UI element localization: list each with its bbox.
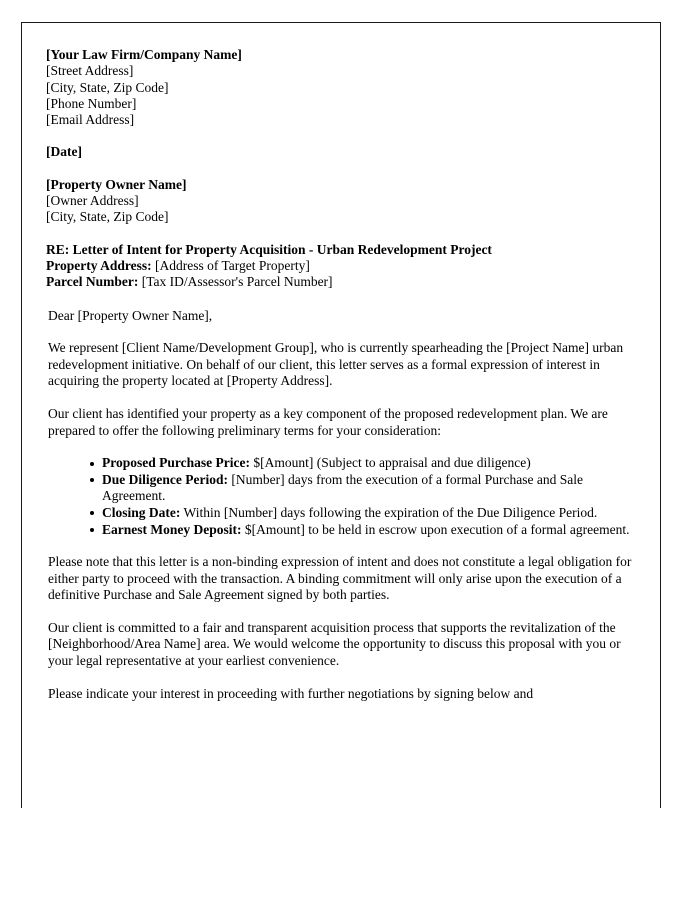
list-item [90, 505, 638, 522]
list-item [90, 472, 638, 505]
body-paragraph-3: Please note that this letter is a non-binding expression of intent and does not constitute a legal obligation for either party to proceed with the transaction. A binding commitment will only arise upon the execution of a definitive Purchase and Sale Agreement signed by both parties. [48, 554, 632, 603]
spacer-after-paragraph-3 [48, 604, 638, 620]
body-paragraph-5: Please indicate your interest in proceeding with further negotiations by signing below and [48, 685, 534, 701]
letterhead-city-state-zip: [City, State, Zip Code] [46, 79, 169, 95]
term-label: Due Diligence Period: [102, 471, 228, 487]
body-paragraph-1: We represent [Client Name/Development Group], who is currently spearheading the [Project Name] urban redevelopment initiative. On behalf of our client, this letter serves as a formal expression of interest in acquiring the property located at [Property Address]. [48, 340, 624, 389]
spacer-after-salutation [48, 324, 638, 340]
letterhead-phone: [Phone Number] [46, 95, 137, 111]
salutation: Dear [Property Owner Name], [48, 307, 213, 323]
preliminary-terms-list [48, 455, 638, 538]
spacer-after-paragraph-4 [48, 670, 638, 686]
date-block [46, 144, 638, 160]
spacer-after-letterhead [46, 128, 638, 144]
letter-body [46, 308, 638, 703]
term-label: Earnest Money Deposit: [102, 521, 242, 537]
property-address-label: Property Address: [46, 257, 152, 273]
spacer-after-terms [48, 538, 638, 554]
recipient-city-state-zip: [City, State, Zip Code] [46, 209, 169, 225]
recipient-block [46, 177, 638, 226]
document-content [22, 23, 660, 702]
spacer-after-date [46, 161, 638, 177]
document-page [21, 22, 661, 808]
subject-property-address-line [46, 258, 638, 274]
term-value: Within [Number] days following the expiration of the Due Diligence Period. [183, 504, 598, 520]
subject-re-line: RE: Letter of Intent for Property Acquisition - Urban Redevelopment Project [46, 241, 492, 257]
recipient-name: [Property Owner Name] [46, 176, 187, 192]
spacer-after-paragraph-2 [48, 439, 638, 455]
bullet-icon [90, 511, 94, 515]
body-paragraph-2: Our client has identified your property as a key component of the proposed redevelopment plan. We are prepared to offer the following preliminary terms for your consideration: [48, 405, 608, 438]
spacer-after-paragraph-1 [48, 390, 638, 406]
parcel-number-label: Parcel Number: [46, 274, 139, 290]
bullet-icon [90, 478, 94, 482]
list-item [90, 522, 638, 539]
term-value: [Number] days from the execution of a formal Purchase and Sale Agreement. [102, 471, 583, 504]
parcel-number-value: [Tax ID/Assessor's Parcel Number] [141, 274, 333, 290]
letterhead-block [46, 47, 638, 128]
spacer-after-recipient [46, 226, 638, 242]
body-paragraph-4: Our client is committed to a fair and transparent acquisition process that supports the revitalization of the [Neighborhood/Area Name] area. We would welcome the opportunity to discuss this proposal with you or your legal representative at your earliest convenience. [48, 619, 621, 669]
term-value: $[Amount] to be held in escrow upon execution of a formal agreement. [244, 521, 630, 537]
subject-parcel-number-line [46, 274, 638, 290]
bullet-icon [90, 462, 94, 466]
letterhead-email: [Email Address] [46, 112, 135, 128]
letterhead-company-name: [Your Law Firm/Company Name] [46, 47, 242, 62]
bullet-icon [90, 528, 94, 532]
term-value: $[Amount] (Subject to appraisal and due diligence) [253, 455, 531, 471]
date-value: [Date] [46, 144, 82, 160]
recipient-address: [Owner Address] [46, 193, 139, 209]
term-label: Proposed Purchase Price: [102, 455, 250, 471]
term-label: Closing Date: [102, 504, 181, 520]
list-item [90, 455, 638, 472]
property-address-value: [Address of Target Property] [155, 257, 310, 273]
spacer-after-subject [46, 291, 638, 308]
subject-block [46, 242, 638, 291]
letterhead-street-address: [Street Address] [46, 63, 134, 79]
